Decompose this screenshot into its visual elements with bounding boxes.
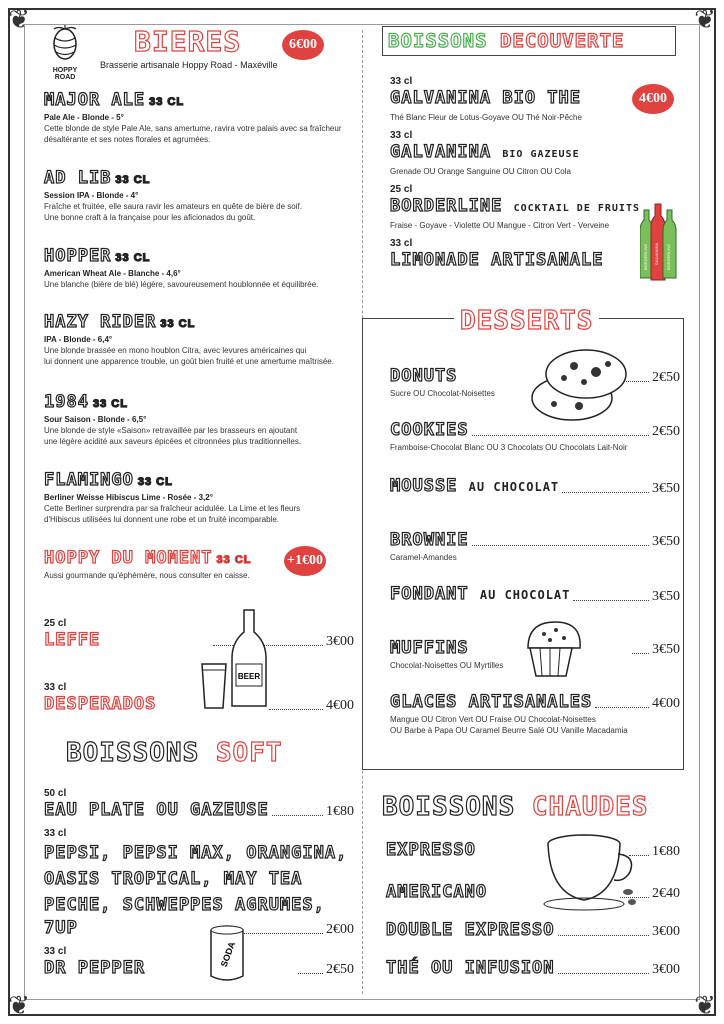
beer-volume: 33 CL bbox=[92, 398, 128, 410]
chaudes-price: 3€00 bbox=[652, 924, 680, 939]
beer-volume: 33 CL bbox=[149, 96, 185, 108]
corner-ornament-bottom-right: ❦ bbox=[694, 990, 716, 1020]
beer-item bbox=[44, 168, 354, 223]
dessert-name: FONDANT bbox=[390, 584, 469, 604]
decouverte-title-b: DECOUVERTE bbox=[499, 30, 625, 52]
soft-price: 2€00 bbox=[326, 922, 354, 937]
soda-can-illustration bbox=[206, 924, 248, 982]
leader-dots bbox=[558, 973, 649, 974]
leader-dots bbox=[269, 709, 323, 710]
decouverte-title-a: BOISSONS bbox=[388, 30, 488, 52]
beer-volume: 33 CL bbox=[115, 252, 151, 264]
chaudes-name: DOUBLE EXPRESSO bbox=[386, 920, 555, 940]
beer-description: désaltérante et ses notes florales et agrumées. bbox=[44, 135, 211, 144]
dessert-desc: OU Barbe à Papa OU Caramel Beurre Salé OU Vanille Macadamia bbox=[390, 726, 628, 735]
beer-name: AD LIB bbox=[44, 168, 112, 188]
chaudes-name: AMERICANO bbox=[386, 882, 488, 902]
beer-item bbox=[44, 392, 354, 447]
soft-name-line: OASIS TROPICAL, MAY TEA bbox=[44, 869, 303, 889]
leader-dots bbox=[558, 935, 649, 936]
soft-title-a: BOISSONS bbox=[66, 738, 200, 768]
beer-style: Pale Ale - Blonde - 5° bbox=[44, 113, 124, 122]
extra-volume: 33 cl bbox=[44, 682, 67, 693]
dessert-tag: AU CHOCOLAT bbox=[468, 480, 560, 494]
beer-name: HAZY RIDER bbox=[44, 312, 157, 332]
decouverte-desc: Thé Blanc Fleur de Lotus-Goyave OU Thé Noir-Pêche bbox=[390, 113, 582, 122]
soft-volume: 33 cl bbox=[44, 946, 67, 957]
chaudes-name: EXPRESSO bbox=[386, 840, 476, 860]
decouverte-volume: 33 cl bbox=[390, 238, 413, 249]
soft-price: 2€50 bbox=[326, 962, 354, 977]
soft-name: DR PEPPER bbox=[44, 958, 146, 978]
beer-name: HOPPER bbox=[44, 246, 112, 266]
soft-price: 1€80 bbox=[326, 804, 354, 819]
dessert-row bbox=[390, 530, 680, 550]
dessert-name: MUFFINS bbox=[390, 638, 469, 658]
extra-volume: 25 cl bbox=[44, 618, 67, 629]
soft-row bbox=[44, 958, 354, 978]
chaudes-price: 2€40 bbox=[652, 886, 680, 901]
beer-volume: 33 CL bbox=[137, 476, 173, 488]
beer-volume: 33 CL bbox=[160, 318, 196, 330]
dessert-name: GLACES ARTISANALES bbox=[390, 692, 593, 712]
chaudes-name: THÉ OU INFUSION bbox=[386, 958, 555, 978]
dessert-name: COOKIES bbox=[390, 420, 469, 440]
corner-ornament-top-right: ❦ bbox=[694, 4, 716, 34]
soft-title-b: SOFT bbox=[215, 738, 283, 768]
dessert-price: 3€50 bbox=[652, 534, 680, 549]
decouverte-name-row bbox=[390, 196, 640, 219]
beer-description: Fraîche et fruitée, elle saura ravir les amateurs en quête de bière de soif. bbox=[44, 202, 302, 211]
leader-dots bbox=[632, 653, 649, 654]
left-column bbox=[44, 22, 354, 1002]
decouverte-tag: COCKTAIL DE FRUITS bbox=[513, 203, 640, 214]
decouverte-desc: Grenade OU Orange Sanguine OU Citron OU Cola bbox=[390, 167, 571, 176]
beer-style: IPA - Blonde - 6,4° bbox=[44, 335, 113, 344]
decouverte-title bbox=[388, 30, 624, 52]
extra-price: 4€00 bbox=[326, 698, 354, 713]
dessert-desc: Sucre OU Chocolat-Noisettes bbox=[390, 389, 495, 398]
dessert-price: 3€50 bbox=[652, 481, 680, 496]
hop-cone-icon bbox=[46, 24, 84, 62]
soft-name: EAU PLATE OU GAZEUSE bbox=[44, 800, 269, 820]
bottle-label: BORDERLINE bbox=[666, 243, 671, 271]
beer-item bbox=[44, 312, 354, 367]
dessert-row bbox=[390, 584, 680, 605]
dessert-row bbox=[390, 476, 680, 497]
beer-description: une légère acidité aux saveurs épicées et citronnées plus traditionnelles. bbox=[44, 437, 302, 446]
bieres-price-badge: 6€00 bbox=[282, 30, 324, 60]
soft-name-line: PECHE, SCHWEPPES AGRUMES, bbox=[44, 895, 325, 915]
chaudes-title bbox=[382, 792, 648, 822]
beer-item bbox=[44, 246, 354, 290]
chaudes-row bbox=[386, 920, 680, 940]
beer-name: FLAMINGO bbox=[44, 470, 134, 490]
decouverte-volume: 33 cl bbox=[390, 130, 413, 141]
leader-dots bbox=[298, 973, 323, 974]
dessert-tag: AU CHOCOLAT bbox=[479, 588, 571, 602]
extra-name: LEFFE bbox=[44, 630, 101, 650]
dessert-price: 3€50 bbox=[652, 589, 680, 604]
dessert-price: 3€50 bbox=[652, 642, 680, 657]
beer-item bbox=[44, 470, 354, 525]
soft-volume: 50 cl bbox=[44, 788, 67, 799]
chaudes-title-b: CHAUDES bbox=[531, 792, 649, 822]
soft-volume: 33 cl bbox=[44, 828, 67, 839]
corner-ornament-bottom-left: ❦ bbox=[8, 990, 30, 1020]
chaudes-price: 1€80 bbox=[652, 844, 680, 859]
chaudes-price: 3€00 bbox=[652, 962, 680, 977]
desserts-title: DESSERTS bbox=[454, 306, 599, 336]
beer-description: Une blonde de style «Saison» retravaillée par les brasseurs en ajoutant bbox=[44, 426, 298, 435]
soft-name-line: PEPSI, PEPSI MAX, ORANGINA, bbox=[44, 843, 348, 863]
dessert-name: DONUTS bbox=[390, 366, 458, 386]
logo-text: HOPPY ROAD bbox=[52, 67, 78, 81]
soft-row bbox=[44, 800, 354, 820]
dessert-row bbox=[390, 692, 680, 712]
dessert-desc: Caramel-Amandes bbox=[390, 553, 457, 562]
beer-bottle-glass-illustration bbox=[196, 608, 276, 710]
corner-ornament-top-left: ❦ bbox=[8, 4, 30, 34]
dessert-desc: Chocolat-Noisettes OU Myrtilles bbox=[390, 661, 504, 670]
hoppy-road-logo bbox=[46, 24, 84, 81]
soft-title bbox=[66, 738, 283, 768]
can-label: SODA bbox=[218, 940, 238, 969]
bottle-label: BORDERLINE bbox=[643, 243, 648, 271]
soft-name: 7UP bbox=[44, 918, 78, 938]
beer-description: Une blanche (bière de blé) légère, savoureusement houblonnée et équilibrée. bbox=[44, 280, 319, 289]
leader-dots bbox=[595, 707, 649, 708]
dessert-price: 2€50 bbox=[652, 370, 680, 385]
beer-description: Cette blonde de style Pale Ale, sans amertume, ravira votre palais avec sa fraîcheur bbox=[44, 124, 342, 133]
decouverte-name: BORDERLINE bbox=[390, 196, 503, 216]
muffin-illustration bbox=[520, 618, 582, 678]
beer-description: lui donnent une apparence trouble, un goût bien fruité et une amertume maîtrisée. bbox=[44, 357, 334, 366]
soft-row bbox=[44, 918, 354, 938]
leader-dots bbox=[472, 435, 649, 436]
dessert-price: 2€50 bbox=[652, 424, 680, 439]
bieres-subtitle: Brasserie artisanale Hoppy Road - Maxéville bbox=[100, 60, 278, 70]
chaudes-row bbox=[386, 958, 680, 978]
decouverte-name: GALVANINA bbox=[390, 142, 492, 162]
leader-dots bbox=[562, 492, 649, 493]
decouverte-tag: BIO GAZEUSE bbox=[502, 149, 580, 160]
beer-style: Sour Saison - Blonde - 6,5° bbox=[44, 415, 147, 424]
bottle-label: GALVANINA bbox=[654, 242, 659, 266]
chaudes-title-a: BOISSONS bbox=[382, 792, 516, 822]
dessert-name: MOUSSE bbox=[390, 476, 458, 496]
bieres-title: BIERES bbox=[134, 25, 242, 58]
moment-description: Aussi gourmande qu'éphémère, nous consulter en caisse. bbox=[44, 571, 250, 580]
beer-name: 1984 bbox=[44, 392, 89, 412]
right-column bbox=[382, 22, 682, 1002]
green-bottles-illustration bbox=[640, 202, 678, 282]
leader-dots bbox=[272, 815, 323, 816]
decouverte-name-row bbox=[390, 142, 580, 165]
decouverte-desc: Fraise - Goyave - Violette OU Mangue - Citron Vert - Verveine bbox=[390, 221, 610, 230]
coffee-cup-illustration bbox=[542, 830, 638, 912]
decouverte-volume: 33 cl bbox=[390, 76, 413, 87]
beer-description: d'Hibiscus utilisées lui donnent une robe et un fruité incomparable. bbox=[44, 515, 279, 524]
leader-dots bbox=[472, 545, 649, 546]
moment-name: HOPPY DU MOMENT bbox=[44, 548, 213, 568]
decouverte-price-badge: 4€00 bbox=[632, 84, 674, 114]
beer-volume: 33 CL bbox=[115, 174, 151, 186]
dessert-price: 4€00 bbox=[652, 696, 680, 711]
bottle-label: BEER bbox=[237, 672, 261, 681]
extra-price: 3€00 bbox=[326, 634, 354, 649]
dessert-desc: Framboise-Chocolat Blanc OU 3 Chocolats OU Chocolats Lait-Noir bbox=[390, 443, 628, 452]
beer-name: MAJOR ALE bbox=[44, 90, 146, 110]
beer-item bbox=[44, 90, 354, 145]
decouverte-volume: 25 cl bbox=[390, 184, 413, 195]
extra-name: DESPERADOS bbox=[44, 694, 157, 714]
beer-description: Une blonde brassée en mono houblon Citra, avec levures américaines qui bbox=[44, 346, 307, 355]
dessert-name: BROWNIE bbox=[390, 530, 469, 550]
decouverte-name: GALVANINA BIO THE bbox=[390, 88, 581, 108]
beer-description: Cette Berliner surprendra par sa fraîcheur acidulée. La Lime et les fleurs bbox=[44, 504, 301, 513]
beer-style: American Wheat Ale - Blanche - 4,6° bbox=[44, 269, 181, 278]
cookie-illustration bbox=[524, 344, 628, 428]
dessert-desc: Mangue OU Citron Vert OU Fraise OU Chocolat-Noisettes bbox=[390, 715, 596, 724]
leader-dots bbox=[573, 600, 649, 601]
moment-volume: 33 CL bbox=[216, 554, 252, 566]
beer-description: Une bonne craft à la française pour les aficionados du goût. bbox=[44, 213, 256, 222]
dessert-row bbox=[390, 420, 680, 440]
beer-style: Session IPA - Blonde - 4° bbox=[44, 191, 139, 200]
beer-style: Berliner Weisse Hibiscus Lime - Rosée - 3,2° bbox=[44, 493, 213, 502]
decouverte-name: LIMONADE ARTISANALE bbox=[390, 250, 604, 270]
moment-price-badge: +1€00 bbox=[284, 546, 326, 576]
